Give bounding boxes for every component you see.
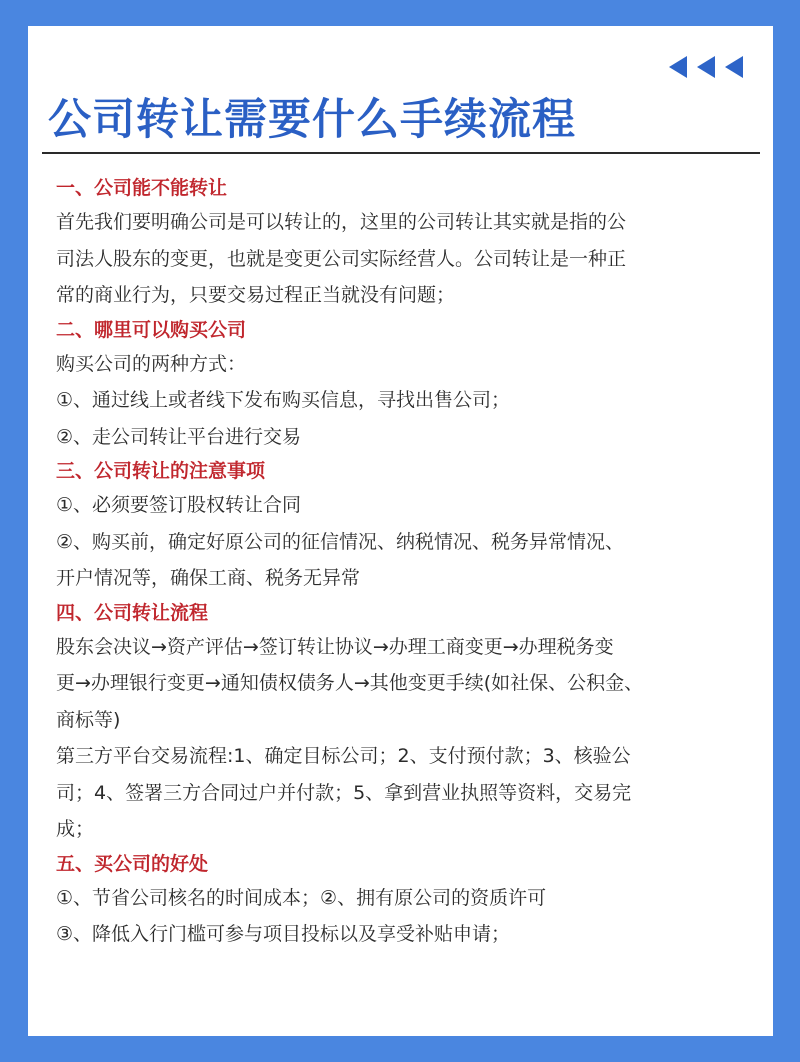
text-line: 购买公司的两种方式： [56,352,247,375]
text-line: ①、节省公司核名的时间成本；②、拥有原公司的资质许可 [56,886,547,909]
section-heading-1: 一、公司能不能转让 [56,177,228,199]
text-line: ②、购买前，确定好原公司的征信情况、纳税情况、税务异常情况、 [56,530,625,553]
title-divider [42,152,760,154]
text-line: ②、走公司转让平台进行交易 [56,425,302,448]
text-line: 司；4、签署三方合同过户并付款；5、拿到营业执照等资料，交易完 [56,781,632,804]
text-line: ③、降低入行门槛可参与项目投标以及享受补贴申请； [56,923,511,945]
decorative-arrows [669,56,743,78]
section-heading-2: 二、哪里可以购买公司 [56,318,247,341]
text-line: 商标等) [56,708,121,731]
text-line: 开户情况等，确保工商、税务无异常 [56,567,361,589]
section-body-5 [56,880,756,953]
section-body-1 [56,204,756,314]
text-line: 司法人股东的变更，也就是变更公司实际经营人。公司转让是一种正 [56,247,627,270]
section-heading-3: 三、公司转让的注意事项 [56,460,266,482]
text-line: 更→办理银行变更→通知债权债务人→其他变更手续(如社保、公积金、 [56,672,644,694]
page-title: 公司转让需要什么手续流程 [48,95,576,145]
text-line: 常的商业行为，只要交易过程正当就没有问题； [56,284,456,306]
text-line: 首先我们要明确公司是可以转让的，这里的公司转让其实就是指的公 [56,211,627,233]
text-line: 股东会决议→资产评估→签订转让协议→办理工商变更→办理税务变 [56,635,614,658]
text-line: 成； [56,818,95,840]
article-body [56,172,756,953]
section-heading-4: 四、公司转让流程 [56,601,209,624]
text-line: ①、必须要签订股权转让合同 [56,494,302,516]
article-card [28,26,773,1036]
section-heading-5: 五、买公司的好处 [56,852,209,875]
triangle-left-icon [697,56,715,78]
text-line: ①、通过线上或者线下发布购买信息，寻找出售公司； [56,389,511,411]
triangle-left-icon [725,56,743,78]
section-body-2 [56,346,756,456]
triangle-left-icon [669,56,687,78]
section-body-3 [56,487,756,597]
section-body-4 [56,629,756,848]
text-line: 第三方平台交易流程:1、确定目标公司；2、支付预付款；3、核验公 [56,745,631,767]
